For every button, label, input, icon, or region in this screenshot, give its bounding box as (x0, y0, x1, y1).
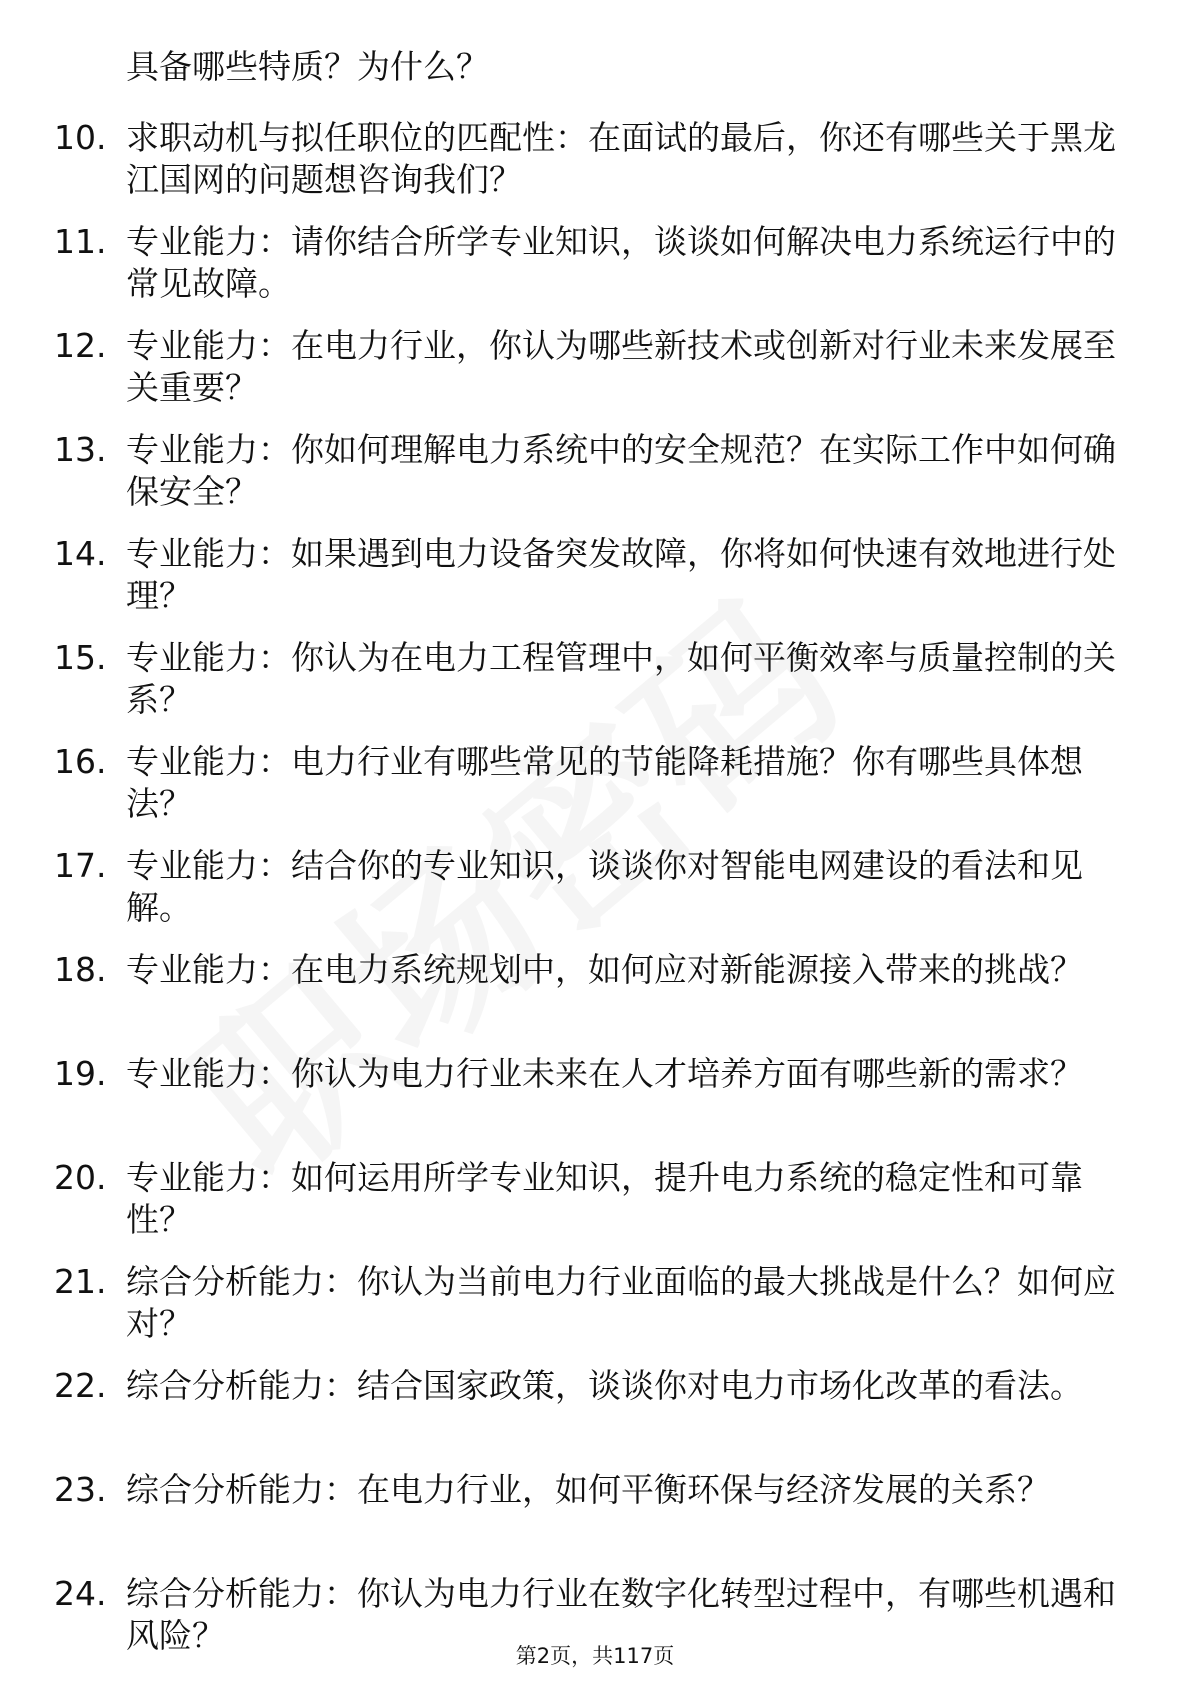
question-text: 专业能力：请你结合所学专业知识，谈谈如何解决电力系统运行中的常见故障。 (126, 222, 1116, 303)
question-item (0, 429, 1190, 533)
question-item (0, 637, 1190, 741)
question-number: 21. (54, 1262, 107, 1301)
question-text: 综合分析能力：在电力行业，如何平衡环保与经济发展的关系？ (126, 1470, 1050, 1509)
question-number: 13. (54, 430, 107, 469)
question-item (0, 533, 1190, 637)
question-number: 17. (54, 846, 107, 885)
question-item (0, 1157, 1190, 1261)
question-number: 24. (54, 1574, 107, 1613)
question-text: 专业能力：在电力行业，你认为哪些新技术或创新对行业未来发展至关重要？ (126, 326, 1116, 407)
question-number: 18. (54, 950, 107, 989)
question-item (0, 1469, 1190, 1573)
question-number: 11. (54, 222, 107, 261)
question-number: 22. (54, 1366, 107, 1405)
question-text: 综合分析能力：你认为电力行业在数字化转型过程中，有哪些机遇和风险？ (126, 1574, 1116, 1655)
question-text: 综合分析能力：结合国家政策，谈谈你对电力市场化改革的看法。 (126, 1366, 1083, 1405)
question-item (0, 1053, 1190, 1157)
question-number: 15. (54, 638, 107, 677)
continuation-text: 具备哪些特质？为什么？ (126, 47, 489, 86)
question-number: 10. (54, 118, 107, 157)
question-text: 专业能力：如果遇到电力设备突发故障，你将如何快速有效地进行处理？ (126, 534, 1116, 615)
question-text: 专业能力：在电力系统规划中，如何应对新能源接入带来的挑战？ (126, 950, 1083, 989)
question-item (0, 221, 1190, 325)
question-number: 12. (54, 326, 107, 365)
question-item (0, 845, 1190, 949)
question-item (0, 117, 1190, 221)
question-item (0, 325, 1190, 429)
question-number: 23. (54, 1470, 107, 1509)
question-item (0, 1365, 1190, 1469)
question-text: 专业能力：电力行业有哪些常见的节能降耗措施？你有哪些具体想法？ (126, 742, 1083, 823)
question-number: 19. (54, 1054, 107, 1093)
question-number: 16. (54, 742, 107, 781)
question-number: 14. (54, 534, 107, 573)
question-text: 专业能力：你如何理解电力系统中的安全规范？在实际工作中如何确保安全？ (126, 430, 1116, 511)
question-text: 专业能力：你认为电力行业未来在人才培养方面有哪些新的需求？ (126, 1054, 1083, 1093)
question-text: 综合分析能力：你认为当前电力行业面临的最大挑战是什么？如何应对？ (126, 1262, 1116, 1343)
question-item (0, 949, 1190, 1053)
question-text: 专业能力：如何运用所学专业知识，提升电力系统的稳定性和可靠性？ (126, 1158, 1083, 1239)
page-footer: 第2页，共117页 (515, 1644, 675, 1668)
question-item (0, 1261, 1190, 1365)
question-list (0, 117, 1190, 1677)
question-text: 专业能力：你认为在电力工程管理中，如何平衡效率与质量控制的关系？ (126, 638, 1116, 719)
question-number: 20. (54, 1158, 107, 1197)
question-text: 求职动机与拟任职位的匹配性：在面试的最后，你还有哪些关于黑龙江国网的问题想咨询我们？ (126, 118, 1116, 199)
question-item (0, 741, 1190, 845)
question-text: 专业能力：结合你的专业知识，谈谈你对智能电网建设的看法和见解。 (126, 846, 1083, 927)
